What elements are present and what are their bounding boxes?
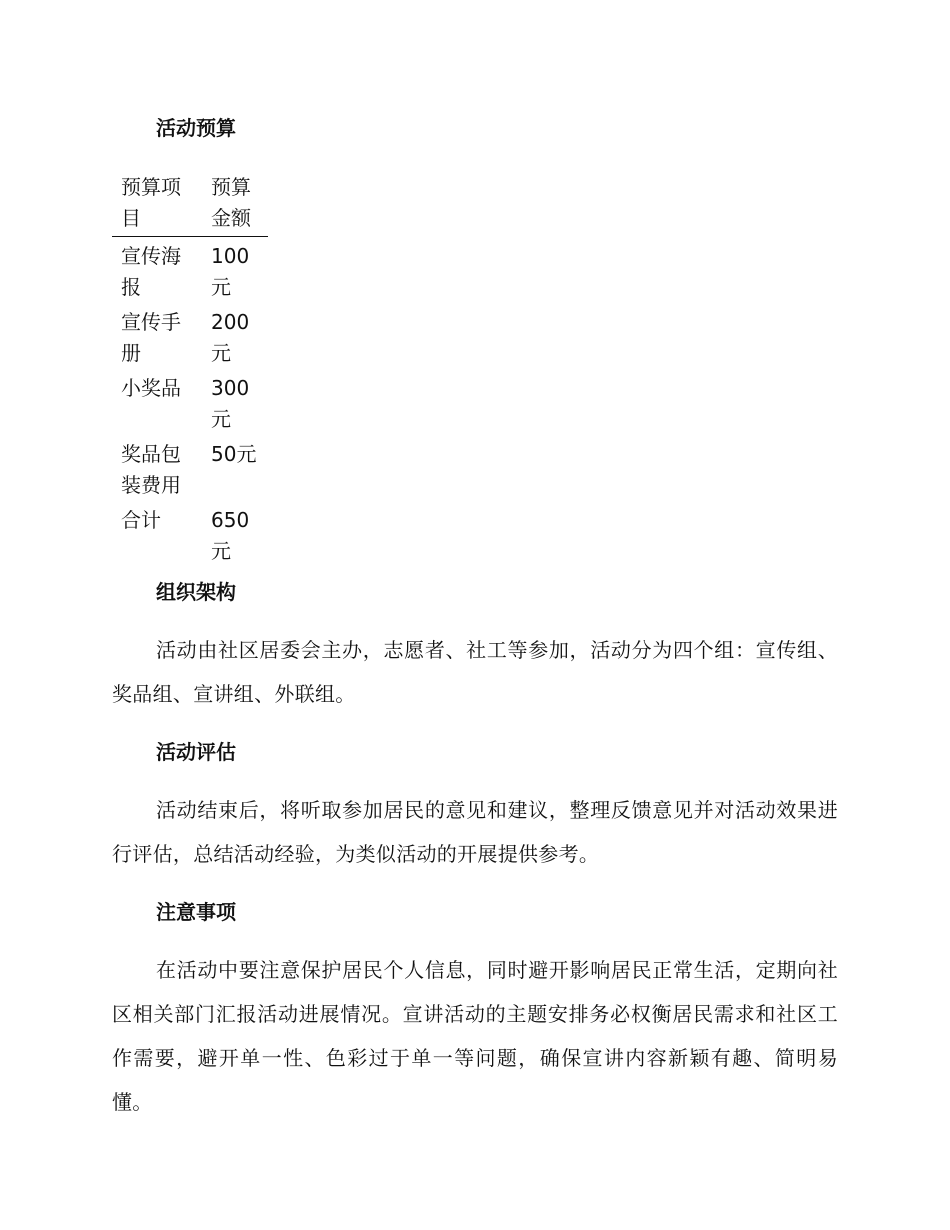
budget-item-cell: 合计 [121,508,161,532]
budget-amount-cell: 50元 [211,442,257,466]
budget-item-cell: 奖品包装费用 [121,442,181,497]
budget-table-row [112,307,268,373]
budget-table-row [112,439,268,505]
budget-item-cell: 小奖品 [121,376,181,400]
organization-heading: 组织架构 [156,580,236,604]
evaluation-heading: 活动评估 [156,740,236,764]
organization-paragraph: 活动由社区居委会主办，志愿者、社工等参加，活动分为四个组：宣传组、奖品组、宣讲组、外联组。 [112,638,838,706]
budget-table-header-row [112,172,268,237]
budget-table [112,172,268,571]
notes-heading: 注意事项 [156,900,236,924]
budget-item-cell: 宣传海报 [121,244,181,299]
budget-table-row [112,237,268,308]
budget-item-cell: 宣传手册 [121,310,181,365]
budget-amount-column-header: 预算金额 [202,172,268,237]
budget-amount-cell: 100元 [211,244,250,299]
budget-item-column-header: 预算项目 [112,172,202,237]
budget-table-row [112,505,268,571]
budget-amount-cell: 300元 [211,376,250,431]
budget-heading: 活动预算 [156,116,236,140]
evaluation-paragraph: 活动结束后，将听取参加居民的意见和建议，整理反馈意见并对活动效果进行评估，总结活动经验，为类似活动的开展提供参考。 [112,798,838,866]
budget-amount-cell: 650元 [211,508,250,563]
budget-table-row [112,373,268,439]
budget-amount-cell: 200元 [211,310,250,365]
notes-paragraph: 在活动中要注意保护居民个人信息，同时避开影响居民正常生活，定期向社区相关部门汇报活动进展情况。宣讲活动的主题安排务必权衡居民需求和社区工作需要，避开单一性、色彩过于单一等问题，确保宣讲内容新颖有趣、简明易懂。 [112,958,838,1114]
